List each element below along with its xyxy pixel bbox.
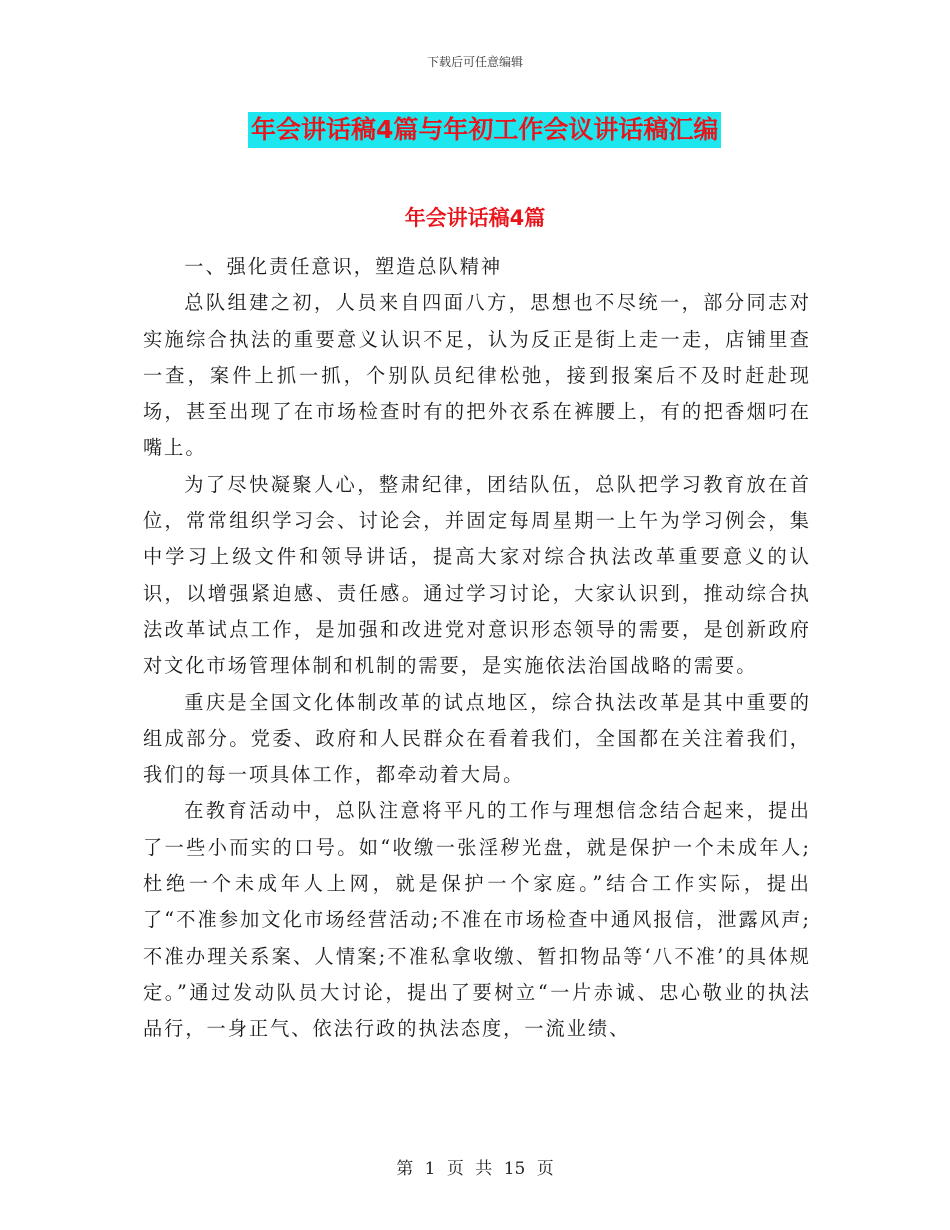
body-paragraph: 总队组建之初，人员来自四面八方，思想也不尽统一，部分同志对实施综合执法的重要意义认识不足，认为反正是街上走一走，店铺里查一查，案件上抓一抓，个别队员纪律松弛，接到报案后不及时赶赴现场，甚至出现了在市场检查时有的把外衣系在裤腰上，有的把香烟叼在嘴上。: [143, 291, 811, 460]
section-heading-paragraph: 一、强化责任意识，塑造总队精神: [184, 255, 503, 278]
page-number-footer: 第 1 页 共 15 页: [396, 1159, 554, 1179]
body-paragraph: 重庆是全国文化体制改革的试点地区，综合执法改革是其中重要的组成部分。党委、政府和人民群众在看着我们，全国都在关注着我们，我们的每一项具体工作，都牵动着大局。: [143, 690, 811, 787]
body-paragraph: 在教育活动中，总队注意将平凡的工作与理想信念结合起来，提出了一些小而实的口号。如“收缴一张淫秽光盘，就是保护一个未成年人;杜绝一个未成年人上网，就是保护一个家庭。”结合工作实际，提出了“不准参加文化市场经营活动;不准在市场检查中通风报信，泄露风声;不准办理关系案、人情案;不准私拿收缴、暂扣物品等‘八不准’的具体规定。”通过发动队员大讨论，提出了要树立“一片赤诚、忠心敬业的执法品行，一身正气、依法行政的执法态度，一流业绩、: [143, 799, 811, 1041]
body-text: [143, 249, 811, 1048]
header-note: 下载后可任意编辑: [426, 55, 523, 69]
body-paragraph: 为了尽快凝聚人心，整肃纪律，团结队伍，总队把学习教育放在首位，常常组织学习会、讨论会，并固定每周星期一上午为学习例会，集中学习上级文件和领导讲话，提高大家对综合执法改革重要意义的认识，以增强紧迫感、责任感。通过学习讨论，大家认识到，推动综合执法改革试点工作，是加强和改进党对意识形态领导的需要，是创新政府对文化市场管理体制和机制的需要，是实施依法治国战略的需要。: [143, 472, 811, 678]
document-title: 年会讲话稿4篇与年初工作会议讲话稿汇编: [248, 112, 721, 148]
section-title: 年会讲话稿4篇: [404, 206, 546, 230]
